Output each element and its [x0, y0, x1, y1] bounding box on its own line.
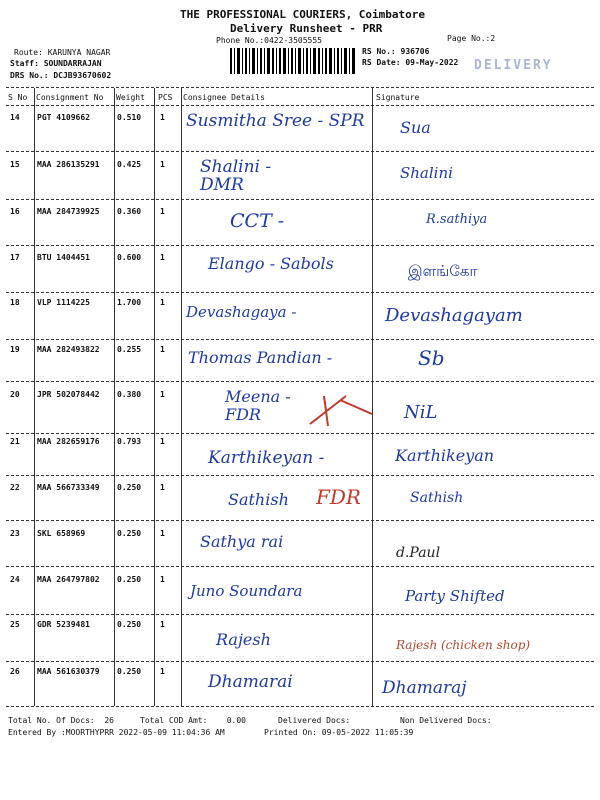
- drs-number: DRS No.: DCJB93670602: [10, 71, 112, 80]
- col-sno: S No: [8, 93, 28, 102]
- col-pcs: PCS: [158, 93, 173, 102]
- row-signature: R.sathiya: [426, 212, 488, 227]
- row-pcs: 1: [160, 529, 165, 538]
- row-divider: [6, 475, 594, 476]
- row-divider: [6, 566, 594, 567]
- row-signature: Sathish: [410, 490, 464, 506]
- rs-number: RS No.: 936706: [362, 47, 430, 56]
- row-signature: Karthikeyan: [395, 446, 495, 465]
- column-header-row: [8, 93, 593, 105]
- row-pcs: 1: [160, 113, 165, 122]
- runsheet-subtitle: Delivery Runsheet - PRR: [230, 22, 383, 35]
- row-pcs: 1: [160, 575, 165, 584]
- row-pcs: 1: [160, 207, 165, 216]
- row-consignee: Sathish: [228, 490, 289, 509]
- row-signature: Rajesh (chicken shop): [396, 638, 531, 652]
- col-weight: Weight: [116, 93, 145, 102]
- row-divider: [6, 706, 594, 707]
- header-bottom-line: [6, 105, 594, 106]
- row-weight: 0.250: [117, 529, 142, 538]
- row-pcs: 1: [160, 160, 165, 169]
- row-pcs: 1: [160, 345, 165, 354]
- row-consignee: Shalini - DMR: [200, 157, 272, 195]
- row-consignee: Juno Soundara: [190, 582, 303, 600]
- row-sno: 22: [10, 483, 20, 492]
- row-consignee: Meena - FDR: [225, 387, 291, 424]
- row-weight: 0.360: [117, 207, 142, 216]
- row-weight: 0.255: [117, 345, 142, 354]
- row-signature: Dhamaraj: [382, 678, 467, 698]
- row-pcs: 1: [160, 620, 165, 629]
- row-divider: [6, 245, 594, 246]
- row-weight: 0.793: [117, 437, 142, 446]
- row-consignment: PGT 4109662: [37, 113, 90, 122]
- company-title: THE PROFESSIONAL COURIERS, Coimbatore: [180, 8, 426, 21]
- row-weight: 0.600: [117, 253, 142, 262]
- row-sno: 15: [10, 160, 20, 169]
- row-signature: Sua: [400, 118, 431, 137]
- row-signature: NiL: [404, 402, 438, 423]
- table-top-line: [6, 87, 594, 88]
- row-pcs: 1: [160, 298, 165, 307]
- row-consignee: Karthikeyan -: [208, 448, 325, 468]
- row-weight: 0.250: [117, 575, 142, 584]
- row-divider: [6, 433, 594, 434]
- footer-total-docs: Total No. Of Docs: 26: [8, 716, 114, 725]
- fdr-annotation: FDR: [316, 485, 361, 509]
- red-cross-mark: [306, 390, 376, 430]
- route-label: Route: KARUNYA NAGAR: [14, 48, 111, 57]
- row-signature: Sb: [418, 346, 445, 370]
- row-divider: [6, 292, 594, 293]
- row-weight: 0.510: [117, 113, 142, 122]
- row-sno: 25: [10, 620, 20, 629]
- row-pcs: 1: [160, 253, 165, 262]
- row-pcs: 1: [160, 437, 165, 446]
- row-signature: d.Paul: [396, 545, 441, 561]
- row-consignee: Susmitha Sree - SPR: [186, 111, 365, 131]
- row-consignee: Rajesh: [216, 630, 271, 649]
- row-consignee: Devashagaya -: [186, 303, 297, 321]
- row-weight: 0.380: [117, 390, 142, 399]
- row-weight: 1.700: [117, 298, 142, 307]
- footer-printed-on: Printed On: 09-05-2022 11:05:39: [264, 728, 414, 737]
- row-sno: 24: [10, 575, 20, 584]
- row-signature: இளங்கோ: [408, 262, 478, 280]
- row-consignee: Elango - Sabols: [208, 254, 334, 273]
- row-consignment: JPR 502078442: [37, 390, 100, 399]
- phone-number: Phone No.:0422-3505555: [216, 36, 322, 45]
- row-divider: [6, 520, 594, 521]
- row-consignment: BTU 1404451: [37, 253, 90, 262]
- row-signature: Shalini: [400, 164, 453, 182]
- row-sno: 21: [10, 437, 20, 446]
- row-consignment: VLP 1114225: [37, 298, 90, 307]
- row-weight: 0.250: [117, 667, 142, 676]
- page-number: Page No.:2: [447, 34, 496, 43]
- row-weight: 0.250: [117, 483, 142, 492]
- row-signature: Devashagayam: [385, 305, 523, 326]
- row-sno: 20: [10, 390, 20, 399]
- row-consignment: GDR 5239481: [37, 620, 90, 629]
- row-weight: 0.250: [117, 620, 142, 629]
- row-divider: [6, 614, 594, 615]
- row-divider: [6, 381, 594, 382]
- row-sno: 23: [10, 529, 20, 538]
- row-weight: 0.425: [117, 160, 142, 169]
- row-pcs: 1: [160, 667, 165, 676]
- row-sno: 19: [10, 345, 20, 354]
- staff-label: Staff: SOUNDARRAJAN: [10, 59, 102, 68]
- row-pcs: 1: [160, 390, 165, 399]
- row-sno: 26: [10, 667, 20, 676]
- row-divider: [6, 199, 594, 200]
- row-consignee: Dhamarai: [208, 672, 293, 692]
- col-consignment: Consignment No: [36, 93, 104, 102]
- row-divider: [6, 661, 594, 662]
- row-divider: [6, 339, 594, 340]
- rs-date: RS Date: 09-May-2022: [362, 58, 459, 67]
- row-consignment: MAA 282659176: [37, 437, 100, 446]
- row-sno: 14: [10, 113, 20, 122]
- row-consignment: MAA 566733349: [37, 483, 100, 492]
- barcode: [230, 48, 356, 74]
- row-signature: Party Shifted: [405, 587, 505, 605]
- footer-entered-by: Entered By :MOORTHYPRR 2022-05-09 11:04:36 AM: [8, 728, 225, 737]
- row-sno: 16: [10, 207, 20, 216]
- row-consignment: MAA 561630379: [37, 667, 100, 676]
- row-consignee: Sathya rai: [200, 532, 284, 551]
- col-consignee: Consignee Details: [183, 93, 265, 102]
- row-pcs: 1: [160, 483, 165, 492]
- row-consignment: MAA 284739925: [37, 207, 100, 216]
- footer-total-cod: Total COD Amt: 0.00: [140, 716, 246, 725]
- col-signature: Signature: [376, 93, 420, 102]
- row-sno: 18: [10, 298, 20, 307]
- delivery-stamp: DELIVERY: [474, 58, 553, 73]
- footer-delivered: Delivered Docs:: [278, 716, 351, 725]
- barcode-icon: [230, 48, 356, 74]
- row-sno: 17: [10, 253, 20, 262]
- row-consignee: Thomas Pandian -: [188, 348, 333, 367]
- footer-non-delivered: Non Delivered Docs:: [400, 716, 492, 725]
- row-consignment: SKL 658969: [37, 529, 86, 538]
- row-consignee: CCT -: [230, 210, 285, 232]
- row-divider: [6, 151, 594, 152]
- row-consignment: MAA 282493822: [37, 345, 100, 354]
- row-consignment: MAA 286135291: [37, 160, 100, 169]
- row-consignment: MAA 264797802: [37, 575, 100, 584]
